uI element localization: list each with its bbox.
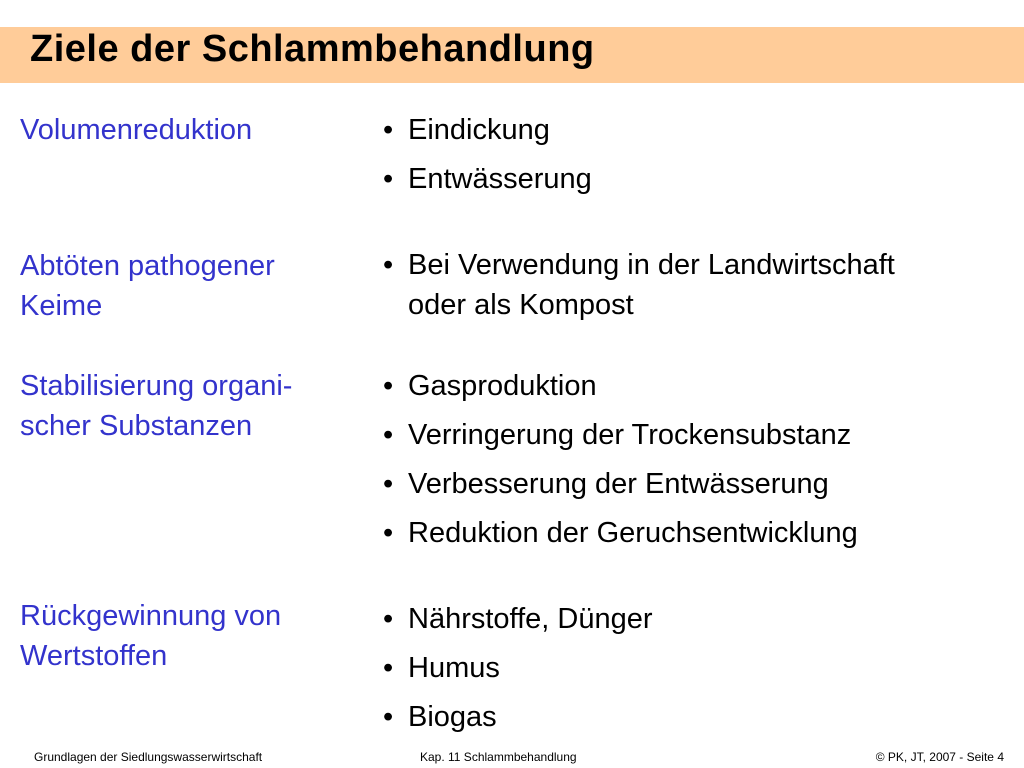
bullet-item: [383, 464, 858, 504]
label-line: scher Substanzen: [20, 410, 253, 442]
bullet-line: • Nährstoffe, Dünger: [408, 603, 653, 635]
bullet-item: [383, 159, 592, 199]
bullet-list-pathogene-keime: [383, 245, 895, 325]
label-line: Rückgewinnung von: [20, 600, 282, 632]
row-label-stabilisierung: [20, 366, 292, 446]
footer-right: © PK, JT, 2007 - Seite 4: [875, 750, 1004, 764]
label-line: Stabilisierung organi-: [20, 370, 293, 402]
bullet-line: • Biogas: [408, 701, 497, 733]
bullet-list-rueckgewinnung: [383, 599, 653, 737]
bullet-line: • Bei Verwendung in der Landwirtschaft: [408, 249, 895, 281]
bullet-list-stabilisierung: [383, 366, 858, 553]
row-label-pathogene-keime: [20, 246, 275, 326]
row-label-volumenreduktion: [20, 110, 252, 150]
footer-left: Grundlagen der Siedlungswasserwirtschaft: [34, 750, 263, 764]
bullet-item: [383, 245, 895, 325]
bullet-line: • Verringerung der Trockensubstanz: [408, 419, 852, 451]
bullet-line: • Eindickung: [408, 114, 550, 146]
bullet-line: • Verbesserung der Entwässerung: [408, 468, 829, 500]
label-line: Volumenreduktion: [20, 114, 253, 146]
bullet-line: oder als Kompost: [408, 289, 634, 321]
bullet-item: [383, 513, 858, 553]
bullet-item: [383, 599, 653, 639]
slide-title: Ziele der Schlammbehandlung: [30, 28, 595, 70]
bullet-item: [383, 697, 653, 737]
label-line: Wertstoffen: [20, 640, 168, 672]
bullet-line: • Humus: [408, 652, 500, 684]
row-label-rueckgewinnung: [20, 596, 281, 676]
label-line: Abtöten pathogener: [20, 250, 275, 282]
bullet-item: [383, 366, 858, 406]
footer-center: Kap. 11 Schlammbehandlung: [420, 750, 577, 764]
bullet-item: [383, 415, 858, 455]
bullet-line: • Reduktion der Geruchsentwicklung: [408, 517, 858, 549]
bullet-item: [383, 110, 592, 150]
bullet-item: [383, 648, 653, 688]
bullet-line: • Gasproduktion: [408, 370, 597, 402]
bullet-line: • Entwässerung: [408, 163, 592, 195]
bullet-list-volumenreduktion: [383, 110, 592, 199]
label-line: Keime: [20, 290, 103, 322]
